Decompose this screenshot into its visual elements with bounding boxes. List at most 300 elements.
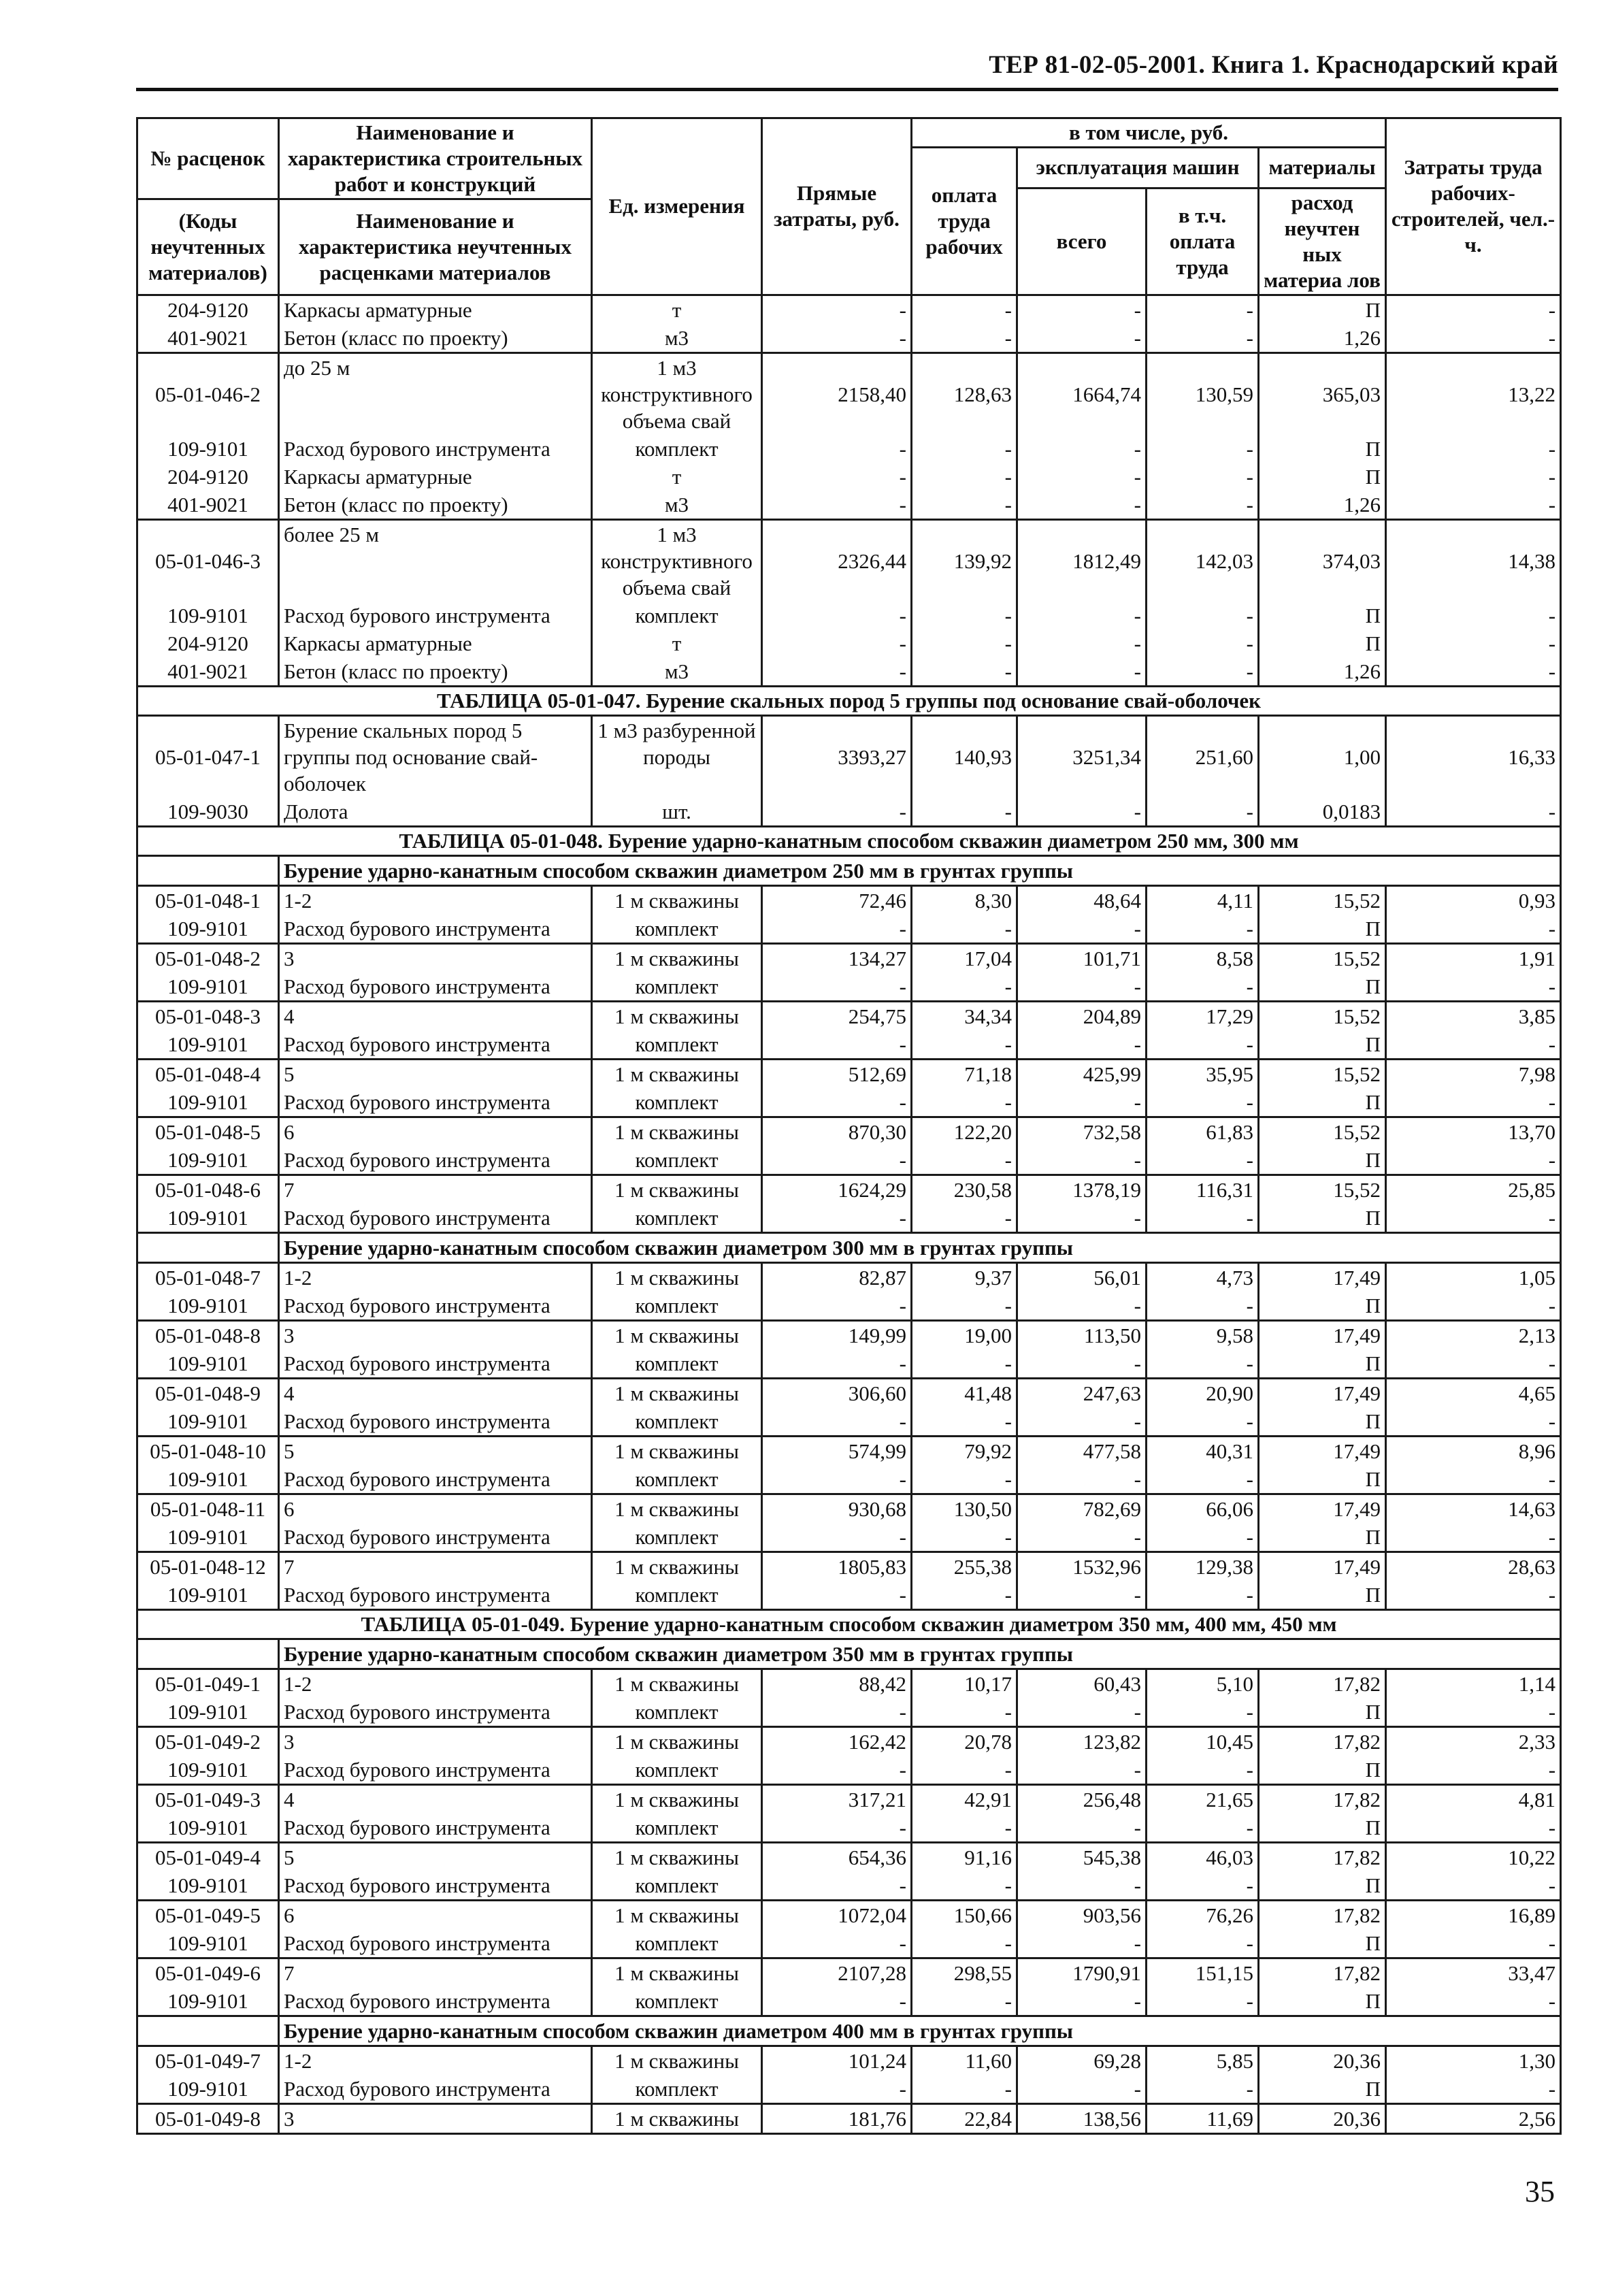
blank-cell [137, 1232, 279, 1262]
direct-costs-cell: - [762, 1756, 912, 1785]
header-including-group: в том числе, руб. [912, 118, 1386, 148]
machines-total-cell: - [1017, 1407, 1147, 1437]
machines-wage-cell: 76,26 [1147, 1900, 1259, 1929]
subsection-row [137, 2016, 1561, 2046]
direct-costs-cell: 2326,44 [762, 519, 912, 602]
wage-cell: 230,58 [912, 1175, 1017, 1204]
materials-cell: 17,82 [1259, 1842, 1386, 1871]
table-row [137, 1669, 1561, 1698]
direct-costs-cell: - [762, 1292, 912, 1321]
materials-cell: П [1259, 1465, 1386, 1494]
header-code-top: № расценок [137, 118, 279, 199]
machines-wage-cell: 17,29 [1147, 1001, 1259, 1030]
wage-cell: - [912, 1292, 1017, 1321]
work-name-cell: Расход бурового инструмента [279, 1204, 592, 1233]
work-name-cell: 6 [279, 1900, 592, 1929]
work-name-cell: Расход бурового инструмента [279, 1814, 592, 1843]
table-row [137, 1349, 1561, 1379]
machines-wage-cell: 21,65 [1147, 1784, 1259, 1814]
wage-cell: - [912, 972, 1017, 1002]
header-materials-group: материалы [1259, 148, 1386, 188]
header-wage: оплата труда рабочих [912, 148, 1017, 295]
wage-cell: - [912, 1814, 1017, 1843]
unit-cell: 1 м скважины [592, 1001, 762, 1030]
labor-cell: 8,96 [1386, 1436, 1561, 1465]
table-row [137, 519, 1561, 602]
labor-cell: 1,30 [1386, 2046, 1561, 2075]
rate-code-cell: 05-01-048-6 [137, 1175, 279, 1204]
direct-costs-cell: 2158,40 [762, 352, 912, 435]
machines-wage-cell: - [1147, 657, 1259, 687]
materials-cell: П [1259, 1581, 1386, 1610]
materials-cell: 365,03 [1259, 352, 1386, 435]
work-name-cell: 3 [279, 2103, 592, 2133]
materials-cell: П [1259, 1756, 1386, 1785]
table-row [137, 1871, 1561, 1901]
unit-cell: 1 м3 разбуренной породы [592, 715, 762, 798]
rate-code-cell: 05-01-048-3 [137, 1001, 279, 1030]
labor-cell: 14,38 [1386, 519, 1561, 602]
table-row [137, 1581, 1561, 1610]
direct-costs-cell: - [762, 972, 912, 1002]
work-name-cell: Бурение скальных пород 5 группы под основание свай-оболочек [279, 715, 592, 798]
direct-costs-cell: - [762, 324, 912, 353]
rate-code-cell: 109-9101 [137, 1929, 279, 1958]
table-row [137, 972, 1561, 1002]
labor-cell: 16,89 [1386, 1900, 1561, 1929]
work-name-cell: 6 [279, 1494, 592, 1523]
direct-costs-cell: - [762, 2075, 912, 2104]
table-row [137, 1842, 1561, 1871]
rate-code-cell: 05-01-049-1 [137, 1669, 279, 1698]
table-row [137, 1523, 1561, 1552]
machines-total-cell: - [1017, 1581, 1147, 1610]
machines-wage-cell: - [1147, 1465, 1259, 1494]
work-name-cell: Расход бурового инструмента [279, 1292, 592, 1321]
materials-cell: П [1259, 1523, 1386, 1552]
rate-code-cell: 401-9021 [137, 491, 279, 520]
machines-total-cell: 1812,49 [1017, 519, 1147, 602]
wage-cell: 150,66 [912, 1900, 1017, 1929]
materials-cell: П [1259, 295, 1386, 324]
materials-cell: П [1259, 1204, 1386, 1233]
labor-cell: - [1386, 1204, 1561, 1233]
direct-costs-cell: - [762, 1204, 912, 1233]
wage-cell: 140,93 [912, 715, 1017, 798]
materials-cell: 17,49 [1259, 1378, 1386, 1407]
table-row [137, 1494, 1561, 1523]
materials-cell: 0,0183 [1259, 798, 1386, 827]
unit-cell: комплект [592, 1088, 762, 1117]
work-name-cell: Каркасы арматурные [279, 295, 592, 324]
rate-code-cell: 05-01-048-11 [137, 1494, 279, 1523]
rate-code-cell: 109-9101 [137, 435, 279, 463]
machines-total-cell: - [1017, 602, 1147, 629]
machines-total-cell: 48,64 [1017, 885, 1147, 915]
rate-code-cell: 05-01-048-8 [137, 1320, 279, 1349]
direct-costs-cell: 1805,83 [762, 1552, 912, 1581]
direct-costs-cell: - [762, 1523, 912, 1552]
unit-cell: 1 м скважины [592, 1900, 762, 1929]
labor-cell: - [1386, 1523, 1561, 1552]
machines-total-cell: - [1017, 295, 1147, 324]
rate-code-cell: 109-9101 [137, 1814, 279, 1843]
machines-wage-cell: - [1147, 435, 1259, 463]
machines-total-cell: - [1017, 972, 1147, 1002]
work-name-cell: Бетон (класс по проекту) [279, 324, 592, 353]
direct-costs-cell: 306,60 [762, 1378, 912, 1407]
rate-code-cell: 109-9101 [137, 1698, 279, 1727]
machines-wage-cell: - [1147, 491, 1259, 520]
materials-cell: П [1259, 1292, 1386, 1321]
rate-code-cell: 109-9101 [137, 2075, 279, 2104]
labor-cell: - [1386, 1756, 1561, 1785]
wage-cell: 91,16 [912, 1842, 1017, 1871]
rate-code-cell: 109-9101 [137, 1088, 279, 1117]
table-row [137, 1320, 1561, 1349]
materials-cell: 17,82 [1259, 1784, 1386, 1814]
header-direct-costs: Прямые затраты, руб. [762, 118, 912, 295]
materials-cell: 15,52 [1259, 1117, 1386, 1146]
machines-wage-cell: 116,31 [1147, 1175, 1259, 1204]
unit-cell: 1 м скважины [592, 2103, 762, 2133]
materials-cell: П [1259, 1349, 1386, 1379]
wage-cell: 42,91 [912, 1784, 1017, 1814]
rate-code-cell: 401-9021 [137, 324, 279, 353]
machines-total-cell: - [1017, 1349, 1147, 1379]
labor-cell: - [1386, 1581, 1561, 1610]
machines-total-cell: - [1017, 1146, 1147, 1175]
direct-costs-cell: - [762, 295, 912, 324]
machines-wage-cell: - [1147, 602, 1259, 629]
direct-costs-cell: - [762, 1465, 912, 1494]
labor-cell: - [1386, 1814, 1561, 1843]
labor-cell: 13,22 [1386, 352, 1561, 435]
wage-cell: 10,17 [912, 1669, 1017, 1698]
unit-cell: комплект [592, 1814, 762, 1843]
work-name-cell: Бетон (класс по проекту) [279, 657, 592, 687]
materials-cell: П [1259, 435, 1386, 463]
work-name-cell: 4 [279, 1784, 592, 1814]
labor-cell: 13,70 [1386, 1117, 1561, 1146]
machines-wage-cell: 142,03 [1147, 519, 1259, 602]
labor-cell: - [1386, 324, 1561, 353]
header-machines-total: всего [1017, 188, 1147, 295]
labor-cell: 28,63 [1386, 1552, 1561, 1581]
rate-code-cell: 05-01-049-4 [137, 1842, 279, 1871]
materials-cell: П [1259, 1814, 1386, 1843]
unit-cell: м3 [592, 491, 762, 520]
direct-costs-cell: - [762, 1814, 912, 1843]
machines-total-cell: 138,56 [1017, 2103, 1147, 2133]
direct-costs-cell: - [762, 602, 912, 629]
rate-code-cell: 05-01-048-4 [137, 1059, 279, 1088]
machines-wage-cell: 5,85 [1147, 2046, 1259, 2075]
table-row [137, 295, 1561, 324]
labor-cell: - [1386, 798, 1561, 827]
direct-costs-cell: - [762, 463, 912, 491]
machines-total-cell: - [1017, 491, 1147, 520]
labor-cell: - [1386, 491, 1561, 520]
work-name-cell: 7 [279, 1175, 592, 1204]
table-row [137, 1987, 1561, 2016]
wage-cell: - [912, 1146, 1017, 1175]
materials-cell: П [1259, 915, 1386, 944]
labor-cell: - [1386, 915, 1561, 944]
machines-wage-cell: - [1147, 1987, 1259, 2016]
machines-wage-cell: 130,59 [1147, 352, 1259, 435]
unit-cell: 1 м скважины [592, 1784, 762, 1814]
machines-wage-cell: - [1147, 1756, 1259, 1785]
table-row [137, 324, 1561, 353]
materials-cell: 17,49 [1259, 1552, 1386, 1581]
unit-cell: 1 м скважины [592, 1842, 762, 1871]
wage-cell: - [912, 1204, 1017, 1233]
table-row [137, 2046, 1561, 2075]
wage-cell: - [912, 798, 1017, 827]
machines-wage-cell: 11,69 [1147, 2103, 1259, 2133]
labor-cell: 1,14 [1386, 1669, 1561, 1698]
work-name-cell: Расход бурового инструмента [279, 1407, 592, 1437]
table-title: ТАБЛИЦА 05-01-048. Бурение ударно-канатным способом скважин диаметром 250 мм, 300 мм [137, 826, 1561, 855]
machines-wage-cell: 66,06 [1147, 1494, 1259, 1523]
rate-code-cell: 204-9120 [137, 629, 279, 657]
machines-total-cell: 903,56 [1017, 1900, 1147, 1929]
wage-cell: - [912, 1581, 1017, 1610]
unit-cell: 1 м скважины [592, 1378, 762, 1407]
labor-cell: - [1386, 657, 1561, 687]
wage-cell: 11,60 [912, 2046, 1017, 2075]
table-row [137, 1407, 1561, 1437]
rate-code-cell: 05-01-048-12 [137, 1552, 279, 1581]
rate-code-cell: 109-9101 [137, 1871, 279, 1901]
machines-wage-cell: 20,90 [1147, 1378, 1259, 1407]
machines-total-cell: 101,71 [1017, 943, 1147, 972]
table-row [137, 1929, 1561, 1958]
machines-total-cell: 545,38 [1017, 1842, 1147, 1871]
work-name-cell: Расход бурового инструмента [279, 1698, 592, 1727]
rate-code-cell: 05-01-048-5 [137, 1117, 279, 1146]
rate-code-cell: 05-01-048-7 [137, 1262, 279, 1292]
machines-total-cell: - [1017, 435, 1147, 463]
labor-cell: - [1386, 1349, 1561, 1379]
subsection-row [137, 1639, 1561, 1669]
work-name-cell: Расход бурового инструмента [279, 1146, 592, 1175]
unit-cell: комплект [592, 915, 762, 944]
wage-cell: 41,48 [912, 1378, 1017, 1407]
machines-total-cell: - [1017, 463, 1147, 491]
materials-cell: 1,26 [1259, 491, 1386, 520]
table-row [137, 1436, 1561, 1465]
machines-wage-cell: - [1147, 629, 1259, 657]
labor-cell: - [1386, 295, 1561, 324]
unit-cell: комплект [592, 1871, 762, 1901]
rate-code-cell: 109-9101 [137, 1407, 279, 1437]
subsection-heading: Бурение ударно-канатным способом скважин диаметром 300 мм в грунтах группы [279, 1232, 1561, 1262]
labor-cell: 2,13 [1386, 1320, 1561, 1349]
materials-cell: П [1259, 1987, 1386, 2016]
direct-costs-cell: - [762, 629, 912, 657]
table-row [137, 715, 1561, 798]
unit-cell: 1 м скважины [592, 1552, 762, 1581]
machines-total-cell: - [1017, 1523, 1147, 1552]
unit-cell: комплект [592, 1349, 762, 1379]
unit-cell: комплект [592, 1756, 762, 1785]
machines-wage-cell: 151,15 [1147, 1958, 1259, 1987]
machines-total-cell: - [1017, 1292, 1147, 1321]
work-name-cell: Расход бурового инструмента [279, 1349, 592, 1379]
labor-cell: - [1386, 972, 1561, 1002]
direct-costs-cell: - [762, 1407, 912, 1437]
unit-cell: т [592, 629, 762, 657]
unit-cell: т [592, 295, 762, 324]
wage-cell: - [912, 1987, 1017, 2016]
unit-cell: комплект [592, 1292, 762, 1321]
wage-cell: 139,92 [912, 519, 1017, 602]
machines-wage-cell: 4,11 [1147, 885, 1259, 915]
table-row [137, 1756, 1561, 1785]
wage-cell: - [912, 1756, 1017, 1785]
table-row [137, 602, 1561, 629]
labor-cell: 7,98 [1386, 1059, 1561, 1088]
unit-cell: 1 м скважины [592, 1958, 762, 1987]
direct-costs-cell: 654,36 [762, 1842, 912, 1871]
work-name-cell: Каркасы арматурные [279, 463, 592, 491]
materials-cell: 17,49 [1259, 1436, 1386, 1465]
machines-wage-cell: - [1147, 1292, 1259, 1321]
labor-cell: - [1386, 2075, 1561, 2104]
blank-cell [137, 1639, 279, 1669]
wage-cell: 71,18 [912, 1059, 1017, 1088]
table-row [137, 1726, 1561, 1756]
rate-code-cell: 109-9101 [137, 1030, 279, 1060]
subsection-heading: Бурение ударно-канатным способом скважин диаметром 400 мм в грунтах группы [279, 2016, 1561, 2046]
wage-cell: 255,38 [912, 1552, 1017, 1581]
table-title-row [137, 826, 1561, 855]
table-row [137, 1698, 1561, 1727]
machines-total-cell: 247,63 [1017, 1378, 1147, 1407]
table-row [137, 1088, 1561, 1117]
wage-cell: 130,50 [912, 1494, 1017, 1523]
unit-cell: 1 м скважины [592, 1669, 762, 1698]
direct-costs-cell: 512,69 [762, 1059, 912, 1088]
machines-wage-cell: 40,31 [1147, 1436, 1259, 1465]
materials-cell: 15,52 [1259, 885, 1386, 915]
table-row [137, 1292, 1561, 1321]
machines-total-cell: 1532,96 [1017, 1552, 1147, 1581]
table-row [137, 1784, 1561, 1814]
work-name-cell: Расход бурового инструмента [279, 1871, 592, 1901]
header-machines-wage: в т.ч. оплата труда [1147, 188, 1259, 295]
rate-code-cell: 204-9120 [137, 295, 279, 324]
materials-cell: 15,52 [1259, 943, 1386, 972]
subsection-heading: Бурение ударно-канатным способом скважин диаметром 350 мм в грунтах группы [279, 1639, 1561, 1669]
machines-wage-cell: - [1147, 1523, 1259, 1552]
machines-total-cell: 1790,91 [1017, 1958, 1147, 1987]
table-row [137, 1262, 1561, 1292]
machines-wage-cell: 61,83 [1147, 1117, 1259, 1146]
table-header [137, 118, 1561, 295]
labor-cell: - [1386, 435, 1561, 463]
unit-cell: комплект [592, 1523, 762, 1552]
labor-cell: - [1386, 1987, 1561, 2016]
header-machines-group: эксплуатация машин [1017, 148, 1259, 188]
labor-cell: - [1386, 1465, 1561, 1494]
direct-costs-cell: 2107,28 [762, 1958, 912, 1987]
table-row [137, 2103, 1561, 2133]
machines-total-cell: 123,82 [1017, 1726, 1147, 1756]
rate-code-cell: 05-01-049-7 [137, 2046, 279, 2075]
wage-cell: 20,78 [912, 1726, 1017, 1756]
rate-code-cell: 109-9101 [137, 972, 279, 1002]
table-row [137, 1378, 1561, 1407]
table-row [137, 352, 1561, 435]
table-row [137, 1030, 1561, 1060]
wage-cell: 298,55 [912, 1958, 1017, 1987]
wage-cell: 79,92 [912, 1436, 1017, 1465]
table-row [137, 1958, 1561, 1987]
wage-cell: 34,34 [912, 1001, 1017, 1030]
direct-costs-cell: - [762, 1088, 912, 1117]
unit-cell: 1 м скважины [592, 1059, 762, 1088]
materials-cell: 15,52 [1259, 1059, 1386, 1088]
materials-cell: 17,82 [1259, 1900, 1386, 1929]
materials-cell: П [1259, 1929, 1386, 1958]
table-row [137, 1552, 1561, 1581]
machines-total-cell: 1664,74 [1017, 352, 1147, 435]
table-row [137, 435, 1561, 463]
direct-costs-cell: 162,42 [762, 1726, 912, 1756]
labor-cell: 4,81 [1386, 1784, 1561, 1814]
materials-cell: П [1259, 972, 1386, 1002]
running-head: ТЕР 81-02-05-2001. Книга 1. Краснодарский край [136, 50, 1558, 91]
materials-cell: 20,36 [1259, 2103, 1386, 2133]
machines-total-cell: 782,69 [1017, 1494, 1147, 1523]
work-name-cell: Расход бурового инструмента [279, 1756, 592, 1785]
direct-costs-cell: 1072,04 [762, 1900, 912, 1929]
labor-cell: 1,91 [1386, 943, 1561, 972]
subsection-row [137, 855, 1561, 885]
machines-total-cell: - [1017, 629, 1147, 657]
work-name-cell: более 25 м [279, 519, 592, 602]
materials-cell: 15,52 [1259, 1001, 1386, 1030]
machines-total-cell: - [1017, 915, 1147, 944]
table-row [137, 491, 1561, 520]
direct-costs-cell: 72,46 [762, 885, 912, 915]
rate-code-cell: 05-01-048-9 [137, 1378, 279, 1407]
direct-costs-cell: 3393,27 [762, 715, 912, 798]
table-row [137, 1465, 1561, 1494]
machines-total-cell: 425,99 [1017, 1059, 1147, 1088]
direct-costs-cell: 82,87 [762, 1262, 912, 1292]
table-row [137, 1117, 1561, 1146]
materials-cell: П [1259, 1871, 1386, 1901]
rate-code-cell: 05-01-049-3 [137, 1784, 279, 1814]
labor-cell: 14,63 [1386, 1494, 1561, 1523]
machines-wage-cell: - [1147, 1698, 1259, 1727]
direct-costs-cell: - [762, 435, 912, 463]
machines-total-cell: - [1017, 798, 1147, 827]
table-row [137, 1059, 1561, 1088]
machines-wage-cell: 35,95 [1147, 1059, 1259, 1088]
materials-cell: 17,49 [1259, 1320, 1386, 1349]
rate-code-cell: 05-01-048-1 [137, 885, 279, 915]
work-name-cell: Расход бурового инструмента [279, 915, 592, 944]
table-row [137, 1900, 1561, 1929]
work-name-cell: Расход бурового инструмента [279, 1929, 592, 1958]
table-title: ТАБЛИЦА 05-01-049. Бурение ударно-канатным способом скважин диаметром 350 мм, 400 мм, 450 мм [137, 1609, 1561, 1639]
machines-total-cell: 3251,34 [1017, 715, 1147, 798]
